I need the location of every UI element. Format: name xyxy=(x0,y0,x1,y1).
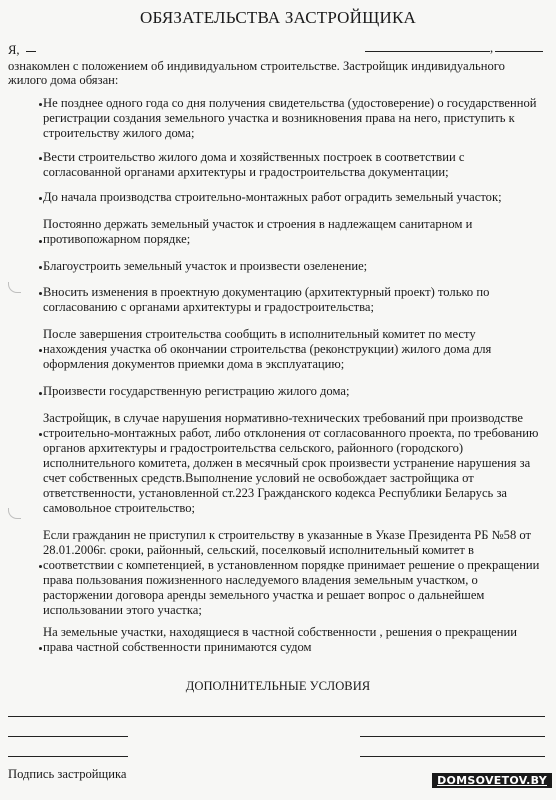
conditions-line-2-left xyxy=(8,736,128,737)
signature-label: Подпись застройщика xyxy=(8,767,127,781)
clause-2-line-2: согласованной органами архитектуры и градостроительства документации; xyxy=(43,165,449,179)
clause-2-line-1: Вести строительство жилого дома и хозяйственных построек в соответствии с xyxy=(43,150,465,164)
clause-bullet xyxy=(39,349,42,352)
clause-7-line-2: нахождения участка об окончании строительства (реконструкции) жилого дома для xyxy=(43,342,492,356)
clause-4-line-2: противопожарном порядке; xyxy=(43,232,191,246)
clause-9-line-1: Застройщик, в случае нарушения нормативно-технических требований при производстве xyxy=(43,411,523,425)
clause-3-line-1: До начала производства строительно-монтажных работ оградить земельный участок; xyxy=(43,190,502,204)
intro-comma: , xyxy=(490,41,494,55)
clause-7-line-1: После завершения строительства сообщить в исполнительный комитет по месту xyxy=(43,327,476,341)
clause-bullet xyxy=(39,565,42,568)
clause-9-line-4: исполнительного комитета, должен в месячный срок произвести устранение нарушения за xyxy=(43,456,531,470)
conditions-line-3-right xyxy=(360,756,545,757)
clause-6-line-1: Вносить изменения в проектную документацию (архитектурный проект) только по xyxy=(43,285,490,299)
clause-11-line-2: права частной собственности принимаются судом xyxy=(43,640,312,654)
clause-bullet xyxy=(39,392,42,395)
watermark-logo: DOMSOVETOV.BY xyxy=(432,773,552,788)
conditions-line-1 xyxy=(8,716,545,717)
clause-10-line-1: Если гражданин не приступил к строительству в указанные в Указе Президента РБ №58 от xyxy=(43,528,532,542)
clause-7-line-3: оформления документов приемки дома в эксплуатацию; xyxy=(43,357,345,371)
intro-prefix: Я, xyxy=(8,43,20,57)
clause-11-line-1: На земельные участки, находящиеся в частной собственности , решения о прекращении xyxy=(43,625,517,639)
clause-5-line-1: Благоустроить земельный участок и произвести озеленение; xyxy=(43,259,368,273)
clause-10-line-3: соответствии с компетенцией, в установленном порядке принимает решение о прекращении xyxy=(43,558,540,572)
clause-10-line-5: расторжении договора аренды земельного участка и решает вопрос о дальнейшем xyxy=(43,588,485,602)
address-blank-line-2 xyxy=(495,51,543,52)
clause-1-line-2: регистрации создания земельного участка и возникновения права на него, приступить к xyxy=(43,111,515,125)
clause-10-line-2: 28.01.2006г. сроки, районный, сельский, поселковый исполнительный комитет в xyxy=(43,543,474,557)
conditions-line-2-right xyxy=(360,736,545,737)
name-blank-line xyxy=(26,51,36,52)
clause-bullet xyxy=(39,433,42,436)
clause-6-line-2: согласованию с органами архитектуры и градостроительства; xyxy=(43,300,374,314)
intro-line-1: ознакомлен с положением об индивидуальном строительстве. Застройщик индивидуального xyxy=(8,59,505,73)
clause-bullet xyxy=(39,266,42,269)
clause-9-line-6: ответственности, установленной ст.223 Гражданского кодекса Республики Беларусь за xyxy=(43,486,508,500)
clause-9-line-5: счет собственных средств.Выполнение условий не освобождает застройщика от xyxy=(43,471,474,485)
document-title: ОБЯЗАТЕЛЬСТВА ЗАСТРОЙЩИКА xyxy=(140,8,416,27)
clause-8-line-1: Произвести государственную регистрацию жилого дома; xyxy=(43,384,350,398)
clause-bullet xyxy=(39,292,42,295)
intro-line-2: жилого дома обязан: xyxy=(8,73,119,87)
clause-bullet xyxy=(39,157,42,160)
clause-bullet xyxy=(39,197,42,200)
conditions-line-3-left xyxy=(8,756,128,757)
clause-1-line-3: строительству жилого дома; xyxy=(43,126,195,140)
clause-4-line-1: Постоянно держать земельный участок и строения в надлежащем санитарном и xyxy=(43,217,473,231)
address-blank-line-1 xyxy=(365,51,490,52)
clause-bullet xyxy=(39,647,42,650)
clause-9-line-2: строительно-монтажных работ, либо отклонения от согласованного проекта, по требованию xyxy=(43,426,539,440)
punch-hole-mark xyxy=(8,282,21,293)
clause-9-line-7: самовольное строительство; xyxy=(43,501,195,515)
punch-hole-mark xyxy=(8,508,21,519)
clause-10-line-4: права пользования пожизненного наследуемого владения земельным участком, о xyxy=(43,573,478,587)
clause-bullet xyxy=(39,240,42,243)
clause-1-line-1: Не позднее одного года со дня получения свидетельства (удостоверение) о государственной xyxy=(43,96,537,110)
clause-bullet xyxy=(39,103,42,106)
clause-9-line-3: органов архитектуры и градостроительства сельского, районного (городского) xyxy=(43,441,464,455)
clause-10-line-6: использовании этого участка; xyxy=(43,603,202,617)
additional-conditions-title: ДОПОЛНИТЕЛЬНЫЕ УСЛОВИЯ xyxy=(185,679,371,693)
